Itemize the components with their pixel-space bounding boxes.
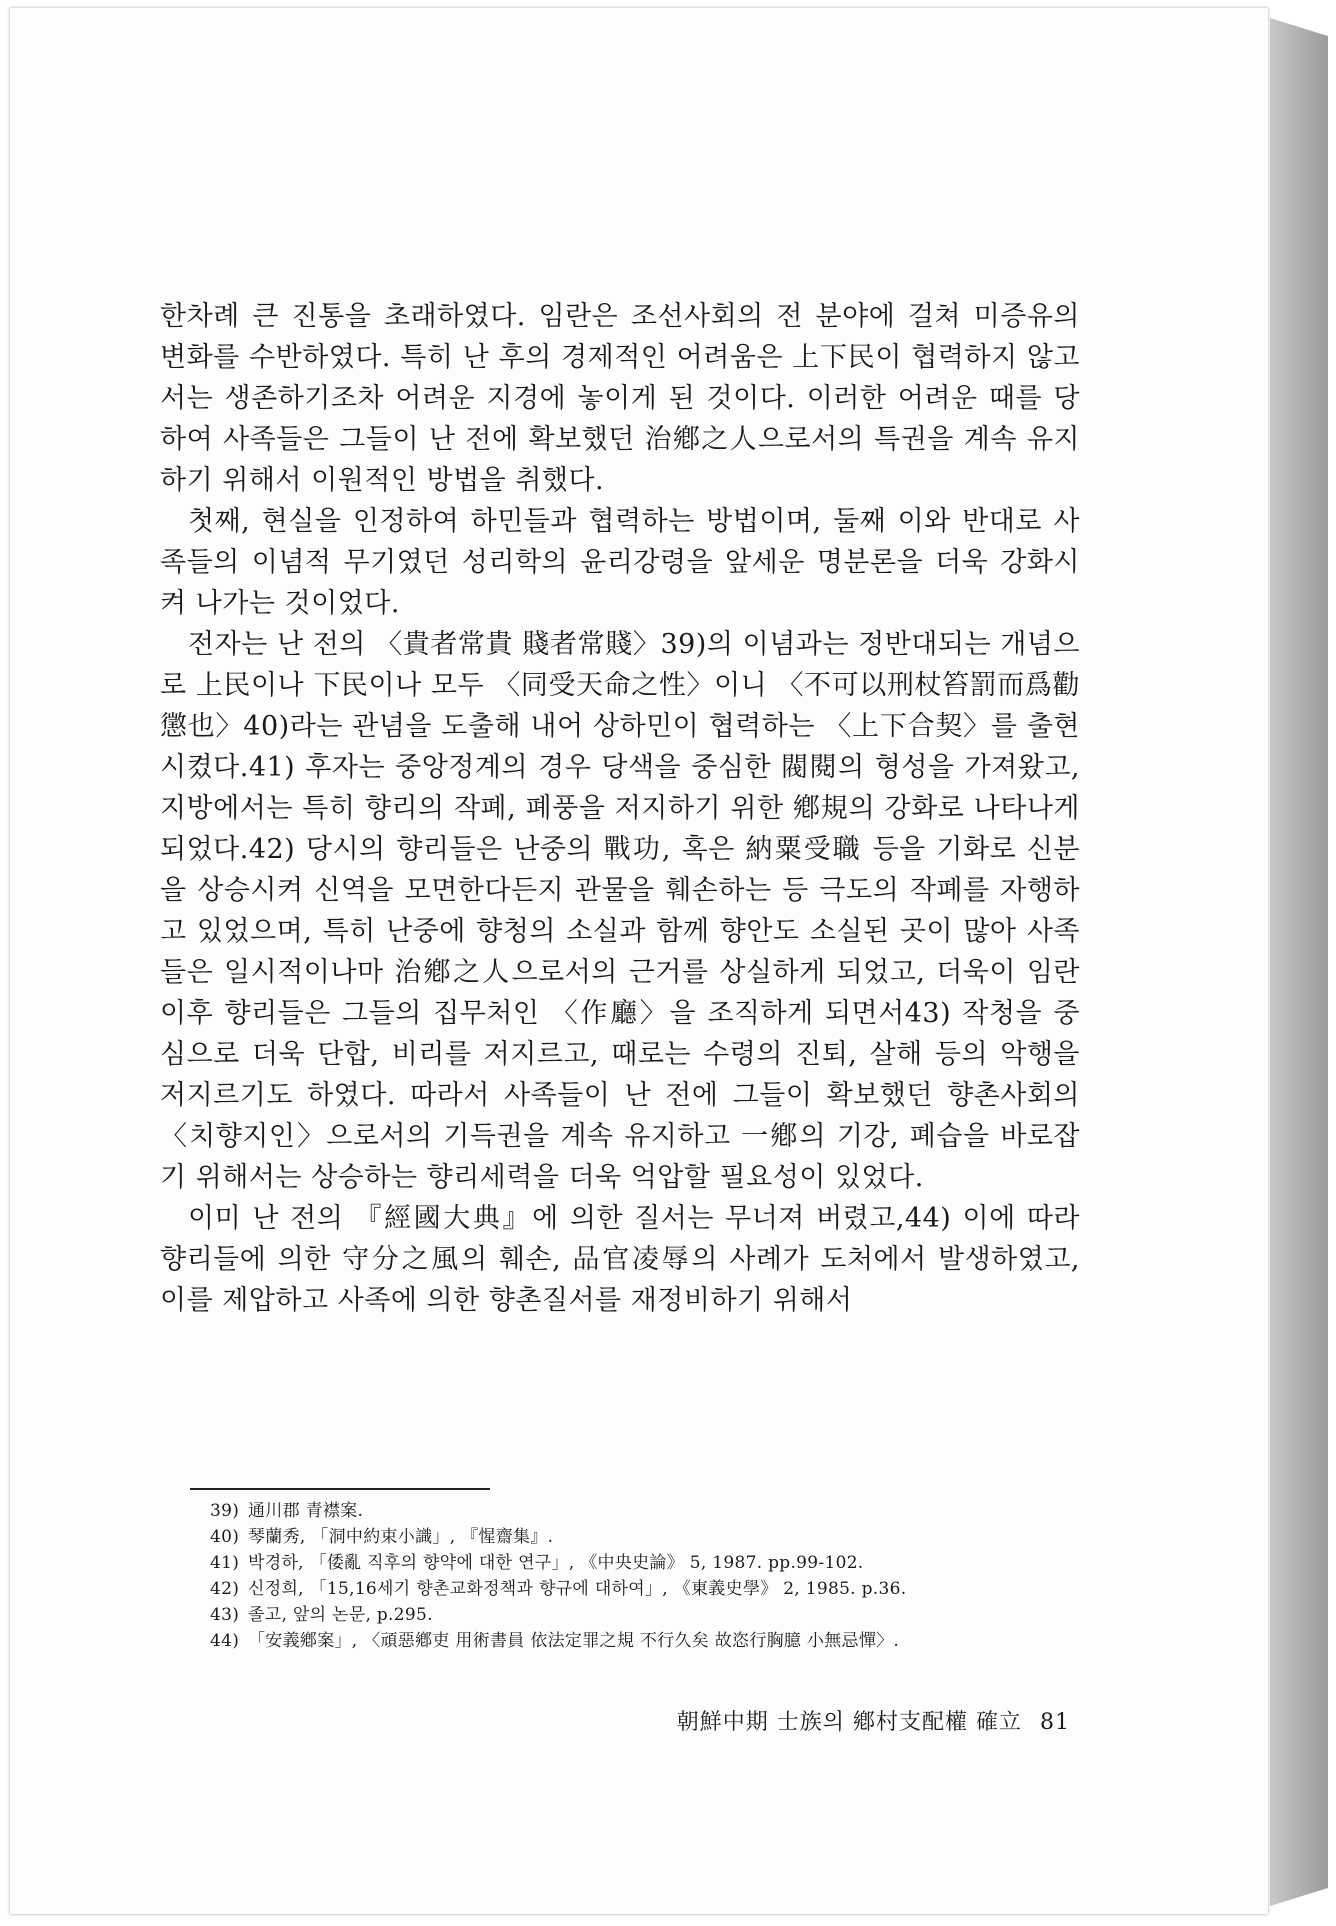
footnote-text: 通川郡 青襟案.: [248, 1501, 364, 1521]
footnotes: [210, 1498, 1090, 1654]
paragraph-2: 첫째, 현실을 인정하여 하민들과 협력하는 방법이며, 둘째 이와 반대로 사족들의 이념적 무기였던 성리학의 윤리강령을 앞세운 명분론을 더욱 강화시켜 나가는 것이었다.: [160, 506, 1080, 619]
footnote-number: 43): [210, 1605, 240, 1625]
footnote-text: 신정희, 「15,16세기 향촌교화정책과 향규에 대하여」, 《東義史學》 2, 1985. p.36.: [248, 1579, 907, 1599]
footnote-number: 44): [210, 1631, 240, 1651]
footnote-text: 박경하, 「倭亂 직후의 향약에 대한 연구」, 《中央史論》 5, 1987. pp.99-102.: [248, 1553, 864, 1573]
running-title: 朝鮮中期 士族의 鄕村支配權 確立: [676, 1710, 1022, 1735]
footnote-41: [210, 1550, 1090, 1576]
running-footer: [630, 1705, 1070, 1736]
footnote-42: [210, 1576, 1090, 1602]
footnote-text: 졸고, 앞의 논문, p.295.: [248, 1605, 433, 1625]
footnote-40: [210, 1524, 1090, 1550]
footnote-44: [210, 1628, 1090, 1654]
footnote-text: 琴蘭秀, 「洞中約束小識」, 『惺齋集』.: [248, 1527, 554, 1547]
paragraph-1: 한차례 큰 진통을 초래하였다. 임란은 조선사회의 전 분야에 걸쳐 미증유의 변화를 수반하였다. 특히 난 후의 경제적인 어려움은 上下民이 협력하지 않고서는 생존하기조차 어려운 지경에 놓이게 된 것이다. 이러한 어려운 때를 당하여 사족들은 그들이 난 전에 확보했던 治鄕之人으로서의 특권을 계속 유지하기 위해서 이원적인 방법을 취했다.: [160, 301, 1080, 496]
footnote-number: 39): [210, 1501, 240, 1521]
footnote-text: 「安義鄕案」, 〈頑惡鄕吏 用術書員 依法定罪之規 不行久矣 故恣行胸臆 小無忌憚〉.: [248, 1631, 900, 1651]
footnote-number: 42): [210, 1579, 240, 1599]
paragraph-3: 전자는 난 전의 〈貴者常貴 賤者常賤〉39)의 이념과는 정반대되는 개념으로 上民이나 下民이나 모두 〈同受天命之性〉이니 〈不可以刑杖笞罰而爲勸懲也〉40)라는 관념을 도출해 내어 상하민이 협력하는 〈上下合契〉를 출현시켰다.41) 후자는 중앙정계의 경우 당색을 중심한 閥閱의 형성을 가져왔고, 지방에서는 특히 향리의 작폐, 폐풍을 저지하기 위한 鄕規의 강화로 나타나게 되었다.42) 당시의 향리들은 난중의 戰功, 혹은 納粟受職 등을 기화로 신분을 상승시켜 신역을 모면한다든지 관물을 훼손하는 등 극도의 작폐를 자행하고 있었으며, 특히 난중에 향청의 소실과 함께 향안도 소실된 곳이 많아 사족들은 일시적이나마 治鄕之人으로서의 근거를 상실하게 되었고, 더욱이 임란 이후 향리들은 그들의 집무처인 〈作廳〉을 조직하게 되면서43) 작청을 중심으로 더욱 단합, 비리를 저지르고, 때로는 수령의 진퇴, 살해 등의 악행을 저지르기도 하였다. 따라서 사족들이 난 전에 그들이 확보했던 향촌사회의 〈치향지인〉으로서의 기득권을 계속 유지하고 一鄕의 기강, 폐습을 바로잡기 위해서는 상승하는 향리세력을 더욱 억압할 필요성이 있었다.: [160, 629, 1080, 1193]
page-edge-shadow: [1270, 18, 1328, 1906]
body-text: [160, 296, 1080, 1321]
book-page: [10, 8, 1268, 1914]
footnote-number: 41): [210, 1553, 240, 1573]
page-number: 81: [1040, 1710, 1070, 1735]
paragraph-4: 이미 난 전의 『經國大典』에 의한 질서는 무너져 버렸고,44) 이에 따라 향리들에 의한 守分之風의 훼손, 品官凌辱의 사례가 도처에서 발생하였고, 이를 제압하고 사족에 의한 향촌질서를 재정비하기 위해서: [160, 1203, 1080, 1316]
footnote-43: [210, 1602, 1090, 1628]
footnote-39: [210, 1498, 1090, 1524]
footnote-number: 40): [210, 1527, 240, 1547]
footnote-divider: [190, 1488, 490, 1490]
